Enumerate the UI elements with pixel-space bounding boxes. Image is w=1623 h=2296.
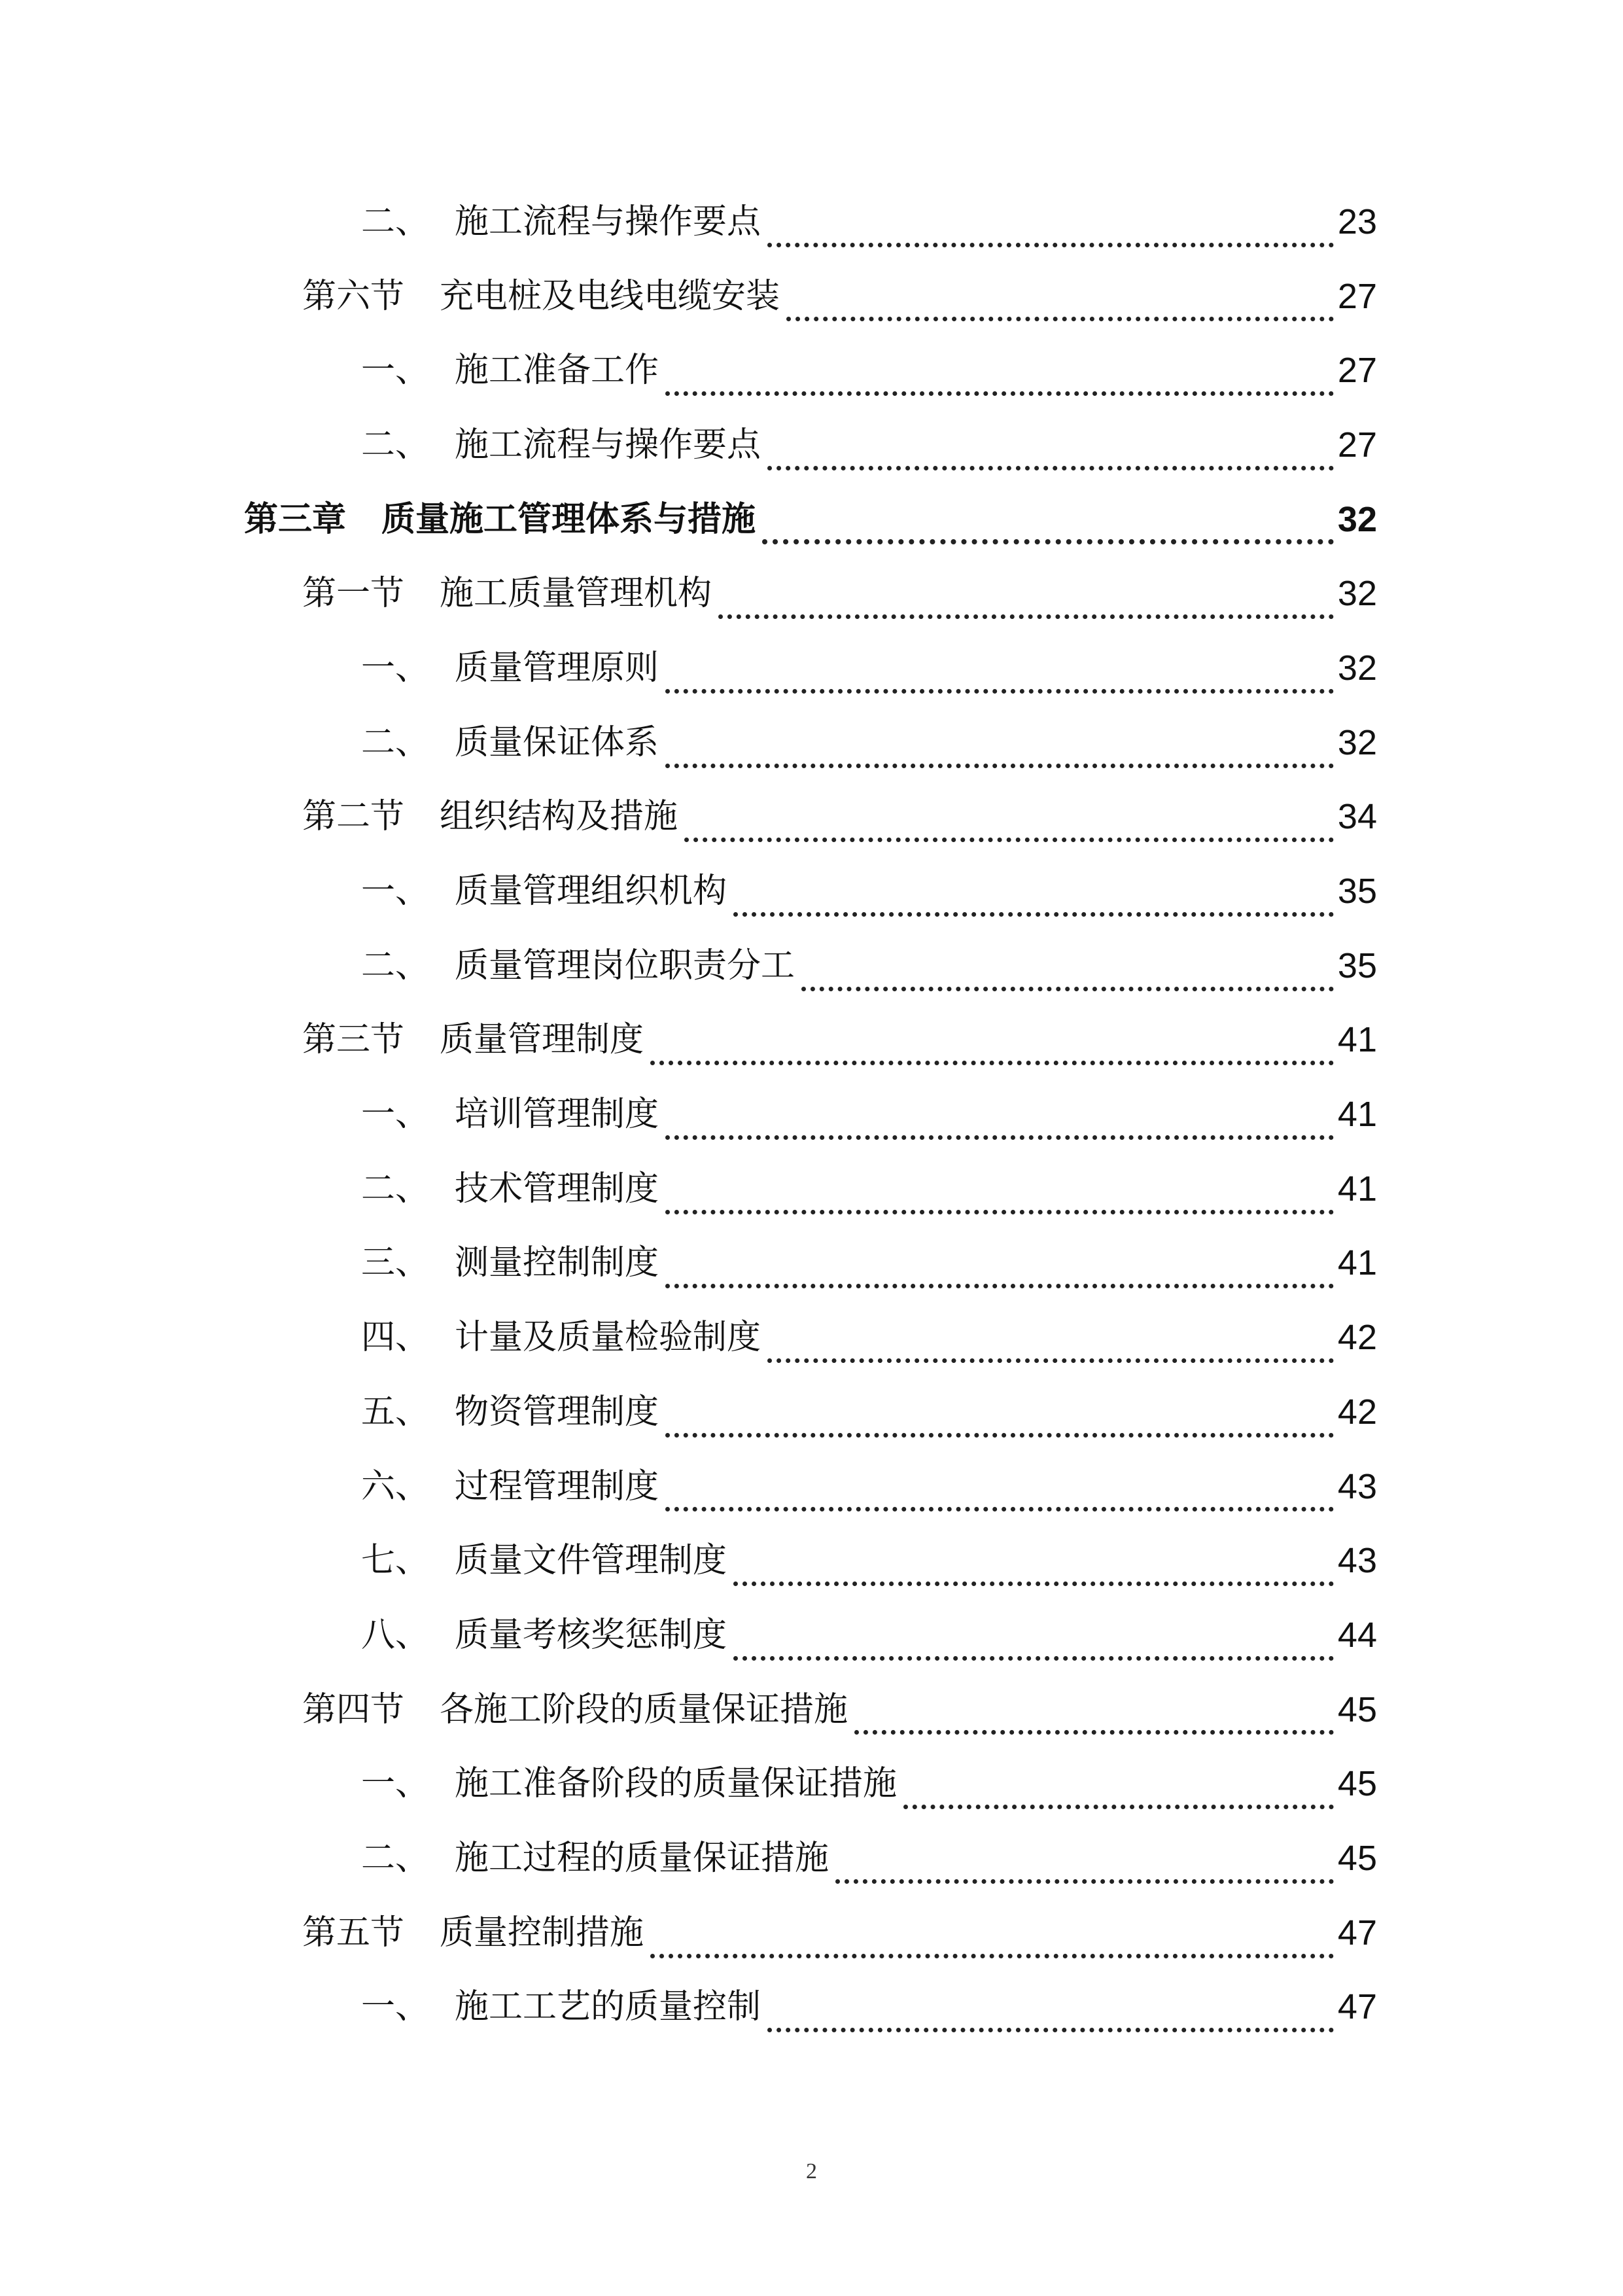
toc-entry[interactable] — [0, 705, 1377, 780]
toc-entry-title: 过程管理制度 — [455, 1466, 659, 1506]
dot-leader — [801, 987, 1334, 991]
toc-entry-title: 各施工阶段的质量保证措施 — [440, 1689, 848, 1729]
dot-leader — [684, 838, 1334, 842]
toc-entry[interactable] — [0, 1746, 1377, 1821]
toc-entry-page: 35 — [1337, 872, 1377, 911]
toc-entry-title: 质量管理岗位职责分工 — [455, 945, 795, 985]
toc-entry-number: 第六节 — [302, 276, 405, 316]
toc-entry-number: 五、 — [361, 1392, 430, 1432]
toc-entry-page: 47 — [1337, 1987, 1377, 2027]
toc-entry[interactable] — [0, 1300, 1377, 1375]
toc-entry-title: 质量施工管理体系与措施 — [381, 499, 756, 539]
toc-entry[interactable] — [0, 1449, 1377, 1524]
toc-entry-page: 27 — [1337, 425, 1377, 465]
dot-leader — [835, 1879, 1334, 1884]
toc-entry-title: 施工流程与操作要点 — [455, 202, 761, 241]
toc-entry-page: 47 — [1337, 1913, 1377, 1952]
dot-leader — [767, 243, 1334, 247]
toc-entry-page: 41 — [1337, 1243, 1377, 1283]
toc-entry-title: 施工流程与操作要点 — [455, 425, 761, 465]
toc-entry-number: 一、 — [361, 351, 430, 391]
toc-entry[interactable] — [0, 854, 1377, 928]
toc-entry-title: 质量管理组织机构 — [455, 872, 727, 911]
toc-entry[interactable] — [0, 1523, 1377, 1598]
toc-entry-number: 六、 — [361, 1466, 430, 1506]
toc-entry-number: 二、 — [361, 425, 430, 465]
toc-entry-title: 质量文件管理制度 — [455, 1541, 727, 1581]
dot-leader — [665, 689, 1334, 694]
toc-entry-page: 42 — [1337, 1318, 1377, 1358]
dot-leader — [665, 1284, 1334, 1288]
toc-entry-page: 32 — [1337, 722, 1377, 762]
toc-entry-title: 技术管理制度 — [455, 1169, 659, 1209]
toc-entry-title: 组织结构及措施 — [440, 797, 678, 837]
table-of-contents — [0, 185, 1623, 2044]
toc-entry[interactable] — [0, 408, 1377, 482]
toc-entry-number: 七、 — [361, 1541, 430, 1581]
toc-entry[interactable] — [0, 780, 1377, 855]
toc-entry-number: 三、 — [361, 1243, 430, 1283]
dot-leader — [767, 2028, 1334, 2032]
toc-entry-title: 施工工艺的质量控制 — [455, 1987, 761, 2027]
toc-entry[interactable] — [0, 1896, 1377, 1970]
page-number: 2 — [806, 2159, 817, 2183]
toc-entry-page: 41 — [1337, 1169, 1377, 1209]
dot-leader — [733, 912, 1334, 917]
dot-leader — [767, 1358, 1334, 1363]
toc-entry-number: 一、 — [361, 1095, 430, 1135]
dot-leader — [650, 1954, 1334, 1958]
toc-entry-title: 质量保证体系 — [455, 722, 659, 762]
toc-entry-title: 物资管理制度 — [455, 1392, 659, 1432]
toc-entry-title: 质量考核奖惩制度 — [455, 1615, 727, 1655]
toc-entry-title: 施工准备阶段的质量保证措施 — [455, 1764, 898, 1804]
toc-entry[interactable] — [0, 1821, 1377, 1896]
toc-entry[interactable] — [0, 1375, 1377, 1449]
toc-entry[interactable] — [0, 1672, 1377, 1747]
toc-entry-page: 34 — [1337, 797, 1377, 837]
toc-entry[interactable] — [0, 1226, 1377, 1301]
toc-entry-number: 二、 — [361, 945, 430, 985]
toc-entry-chapter[interactable] — [0, 482, 1377, 557]
toc-entry-page: 43 — [1337, 1466, 1377, 1506]
dot-leader — [665, 1507, 1334, 1511]
toc-entry-page: 27 — [1337, 276, 1377, 316]
toc-entry-page: 35 — [1337, 945, 1377, 985]
dot-leader — [733, 1581, 1334, 1586]
dot-leader — [733, 1656, 1334, 1661]
dot-leader — [718, 614, 1334, 619]
toc-entry-title: 充电桩及电线电缆安装 — [440, 276, 780, 316]
toc-entry-title: 培训管理制度 — [455, 1095, 659, 1135]
toc-entry-page: 41 — [1337, 1095, 1377, 1135]
toc-entry-number: 四、 — [361, 1318, 430, 1358]
toc-entry-page: 32 — [1337, 648, 1377, 688]
toc-entry[interactable] — [0, 556, 1377, 631]
dot-leader — [854, 1730, 1334, 1735]
toc-entry-number: 一、 — [361, 872, 430, 911]
dot-leader — [665, 1135, 1334, 1140]
toc-entry[interactable] — [0, 928, 1377, 1003]
toc-entry-page: 45 — [1337, 1838, 1377, 1878]
toc-entry-number: 第二节 — [302, 797, 405, 837]
toc-entry-page: 41 — [1337, 1020, 1377, 1060]
toc-entry-number: 第四节 — [302, 1689, 405, 1729]
toc-entry-number: 二、 — [361, 1169, 430, 1209]
toc-entry-title: 施工准备工作 — [455, 351, 659, 391]
toc-entry-page: 27 — [1337, 351, 1377, 391]
dot-leader — [762, 539, 1334, 544]
toc-entry-number: 一、 — [361, 648, 430, 688]
toc-entry-page: 42 — [1337, 1392, 1377, 1432]
toc-entry-page: 45 — [1337, 1764, 1377, 1804]
toc-entry-title: 质量管理原则 — [455, 648, 659, 688]
toc-entry-title: 质量管理制度 — [440, 1020, 644, 1060]
toc-entry-number: 第三节 — [302, 1020, 405, 1060]
toc-entry-number: 第三章 — [244, 499, 347, 539]
toc-entry-title: 测量控制制度 — [455, 1243, 659, 1283]
toc-entry[interactable] — [0, 333, 1377, 408]
toc-entry[interactable] — [0, 1077, 1377, 1152]
dot-leader — [665, 764, 1334, 768]
toc-entry[interactable] — [0, 1003, 1377, 1078]
toc-entry[interactable] — [0, 1598, 1377, 1672]
toc-entry[interactable] — [0, 631, 1377, 705]
toc-entry-page: 23 — [1337, 202, 1377, 241]
toc-entry-number: 第五节 — [302, 1913, 405, 1952]
dot-leader — [665, 1433, 1334, 1438]
toc-entry-number: 八、 — [361, 1615, 430, 1655]
dot-leader — [903, 1805, 1334, 1809]
toc-entry-page: 44 — [1337, 1615, 1377, 1655]
dot-leader — [786, 317, 1334, 321]
toc-entry-number: 一、 — [361, 1764, 430, 1804]
toc-entry-title: 计量及质量检验制度 — [455, 1318, 761, 1358]
toc-entry-title: 施工过程的质量保证措施 — [455, 1838, 829, 1878]
toc-entry-number: 二、 — [361, 202, 430, 241]
toc-entry[interactable] — [0, 185, 1377, 259]
toc-entry-number: 第一节 — [302, 574, 405, 614]
toc-entry-title: 质量控制措施 — [440, 1913, 644, 1952]
toc-entry-number: 二、 — [361, 1838, 430, 1878]
toc-entry-page: 45 — [1337, 1689, 1377, 1729]
toc-entry[interactable] — [0, 259, 1377, 334]
toc-entry-page: 32 — [1337, 574, 1377, 614]
toc-entry-number: 一、 — [361, 1987, 430, 2027]
toc-entry-title: 施工质量管理机构 — [440, 574, 712, 614]
dot-leader — [650, 1061, 1334, 1065]
dot-leader — [665, 1210, 1334, 1214]
toc-entry[interactable] — [0, 1970, 1377, 2045]
toc-entry-page: 32 — [1337, 499, 1377, 539]
toc-entry[interactable] — [0, 1152, 1377, 1226]
dot-leader — [665, 391, 1334, 396]
toc-entry-page: 43 — [1337, 1541, 1377, 1581]
toc-entry-number: 二、 — [361, 722, 430, 762]
dot-leader — [767, 466, 1334, 470]
